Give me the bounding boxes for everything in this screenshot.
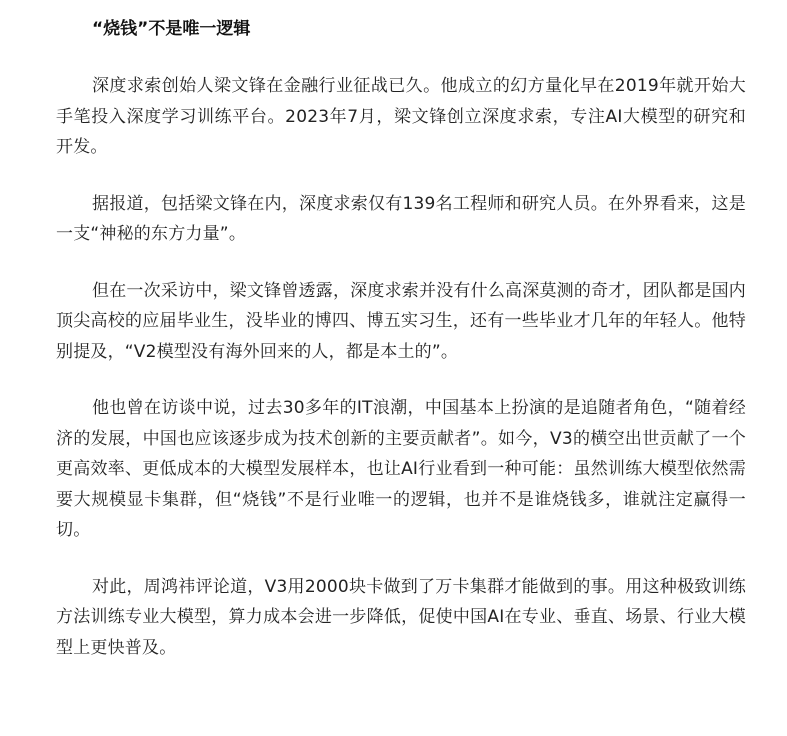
paragraph-founder: 深度求索创始人梁文锋在金融行业征战已久。他成立的幻方量化早在2019年就开始大手笔投入深度学习训练平台。2023年7月，梁文锋创立深度求索，专注AI大模型的研究和开发。 [56,76,746,157]
paragraph-interview: 但在一次采访中，梁文锋曾透露，深度求索并没有什么高深莫测的奇才，团队都是国内顶尖高校的应届毕业生，没毕业的博四、博五实习生，还有一些毕业才几年的年轻人。他特别提及，“V2模型没有海外回来的人，都是本土的”。 [56,280,746,362]
article-body [56,14,746,689]
section-title: “烧钱”不是唯一逻辑 [92,19,251,39]
paragraph-innovation: 他也曾在访谈中说，过去30多年的IT浪潮，中国基本上扮演的是追随者角色，“随着经济的发展，中国也应该逐步成为技术创新的主要贡献者”。如今，V3的横空出世贡献了一个更高效率、更低成本的大模型发展样本，也让AI行业看到一种可能：虽然训练大模型依然需要大规模显卡集群，但“烧钱”不是行业唯一的逻辑，也并不是谁烧钱多，谁就注定赢得一切。 [56,398,746,540]
paragraph-comment: 对此，周鸿祎评论道，V3用2000块卡做到了万卡集群才能做到的事。用这种极致训练方法训练专业大模型，算力成本会进一步降低，促使中国AI在专业、垂直、场景、行业大模型上更快普及。 [56,576,746,658]
paragraph-team-size: 据报道，包括梁文锋在内，深度求索仅有139名工程师和研究人员。在外界看来，这是一支“神秘的东方力量”。 [56,193,746,244]
